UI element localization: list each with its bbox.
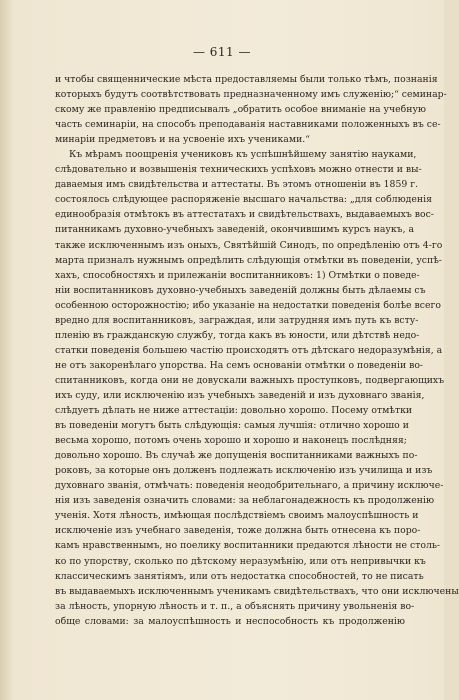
text-line: за лѣность, упорную лѣность и т. п., а объяснять причину увольненія во- [55, 600, 415, 612]
text-line: весьма хорошо, потомъ очень хорошо и хорошо и наконецъ послѣдняя; [55, 435, 407, 447]
text-line: роковъ, за которые онъ долженъ подлежать исключенію изъ училища и изъ [55, 465, 433, 477]
text-line: духовнаго званія, отмѣчать: поведенія неодобрительнаго, а причину исключе- [55, 480, 444, 492]
text-line: ихъ суду, или исключенію изъ учебныхъ заведеній и изъ духовнаго званія, [55, 389, 425, 401]
text-line: минаріи предметовъ и на усвоеніе ихъ учениками.“ [55, 134, 310, 146]
text-line: слѣдовательно и возвышенія техническихъ успѣховъ можно отнести и вы- [55, 164, 422, 176]
page-text [55, 72, 459, 629]
paragraph-2 [55, 147, 459, 629]
text-line: марта призналъ нужнымъ опредѣлить слѣдующія отмѣтки въ поведеніи, успѣ- [55, 254, 442, 266]
text-line: и чтобы священнические мѣста предоставляемы были только тѣмъ, познанія [55, 74, 438, 85]
text-line: скому же правленію предписывалъ „обратить особое вниманіе на учебную [55, 104, 427, 116]
text-line: камъ нравственнымъ, но поелику воспитанники предаются лѣности не столь- [55, 540, 441, 552]
text-line: исключеніе изъ учебнаго заведенія, тоже должна быть отнесена къ поро- [55, 525, 421, 537]
text-line: ко по упорству, сколько по дѣтскому неразумѣнію, или отъ непривычки къ [55, 555, 426, 567]
text-line: ніи воспитанниковъ духовно-учебныхъ заведеній должны быть дѣлаемы съ [55, 284, 426, 296]
text-line: слѣдуетъ дѣлать не ниже аттестаціи: довольно хорошо. Посему отмѣтки [55, 405, 413, 417]
text-line: вредно для воспитанниковъ, заграждая, или затрудняя имъ путь къ всту- [55, 314, 419, 326]
text-line: состоялось слѣдующее распоряженіе высшаго начальства: „для соблюденія [55, 194, 432, 206]
text-line: питанникамъ духовно-учебныхъ заведеній, окончившимъ курсъ наукъ, а [55, 224, 415, 236]
text-line: нія изъ заведенія означить словами: за неблагонадежность къ продолженію [55, 495, 435, 507]
text-line: особенною осторожностію; ибо указаніе на недостатки поведенія болѣе всего [55, 299, 441, 311]
text-line: ученія. Хотя лѣность, имѣющая послѣдствіемъ своимъ малоуспѣшность и [55, 510, 419, 522]
text-line: также исключеннымъ изъ оныхъ, Святѣйшій Синодъ, по опредѣленію отъ 4-го [55, 239, 443, 251]
text-line: даваемыя имъ свидѣтельства и аттестаты. Въ этомъ отношеніи въ 1859 г. [55, 179, 419, 191]
text-line: обще словами: за малоуспѣшность и неспособность къ продолженію [55, 615, 405, 627]
text-line: спитанниковъ, когда они не довускали важныхъ проступковъ, подвергающихъ [55, 374, 445, 386]
text-line: хахъ, способностяхъ и прилежаніи воспитанниковъ: 1) Отмѣтки о поведе- [55, 269, 420, 281]
text-line: Къ мѣрамъ поощренія учениковъ къ успѣшнѣйшему занятію науками, [69, 149, 417, 161]
page-number: — 611 — [192, 45, 252, 59]
text-line: въ поведеніи могутъ быть слѣдующія: самыя лучшія: отлично хорошо и [55, 420, 409, 432]
text-line: единообразія отмѣтокъ въ аттестатахъ и свидѣтельствахъ, выдаваемыхъ вос- [55, 209, 434, 221]
text-line: которыхъ будутъ соотвѣтствовать предназначенному имъ служенію;“ семинар- [55, 89, 447, 101]
text-line: статки поведенія большею частію происходятъ отъ дѣтскаго недоразумѣнія, а [55, 344, 443, 356]
text-line: пленію въ гражданскую службу, тогда какъ въ юности, или дѣтствѣ недо- [55, 329, 420, 341]
paragraph-1 [55, 72, 447, 147]
text-line: классическимъ занятіямъ, или отъ недостатка способностей, то не писать [55, 570, 424, 582]
text-line: не отъ закоренѣлаго упорства. На семъ основаніи отмѣтки о поведеніи во- [55, 359, 424, 371]
text-line: довольно хорошо. Въ случаѣ же допущенія воспитанниками важныхъ по- [55, 450, 418, 462]
text-line: въ выдаваемыхъ исключеннымъ ученикамъ свидѣтельствахъ, что они исключены [55, 585, 459, 597]
text-line: часть семинаріи, на способъ преподаванія наставниками положенныхъ въ се- [55, 119, 441, 131]
